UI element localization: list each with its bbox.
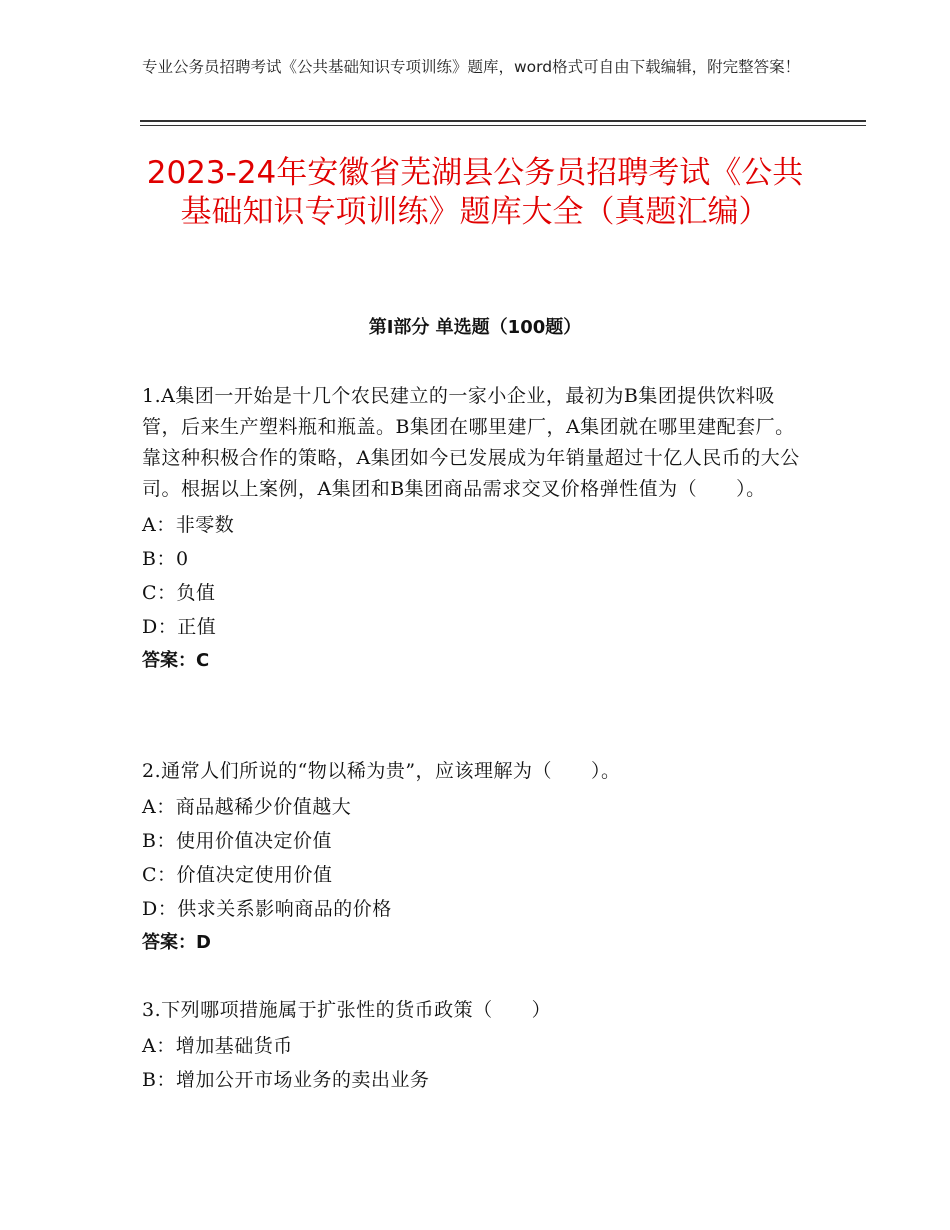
- option-a: A：商品越稀少价值越大: [142, 796, 352, 818]
- question-stem: 3.下列哪项措施属于扩张性的货币政策（ ）: [142, 999, 552, 1021]
- option-a: A：增加基础货币: [142, 1035, 293, 1057]
- header-rule-thick: [140, 120, 866, 122]
- option-c: C：负值: [142, 582, 216, 604]
- answer: 答案：D: [142, 932, 211, 953]
- question-2: [142, 756, 810, 960]
- option-c: C：价值决定使用价值: [142, 864, 333, 886]
- section-title: 第Ⅰ部分 单选题（100题）: [368, 317, 582, 338]
- question-1: [142, 381, 810, 678]
- answer: 答案：C: [142, 650, 210, 671]
- option-b: B：0: [142, 548, 189, 570]
- header-rule-thin: [140, 125, 866, 126]
- option-b: B：增加公开市场业务的卖出业务: [142, 1069, 430, 1091]
- question-3: [142, 995, 810, 1097]
- question-stem: 1.A集团一开始是十几个农民建立的一家小企业，最初为B集团提供饮料吸管，后来生产塑料瓶和瓶盖。B集团在哪里建厂，A集团就在哪里建配套厂。靠这种积极合作的策略，A集团如今已发展成为年销量超过十亿人民币的大公司。根据以上案例，A集团和B集团商品需求交叉价格弹性值为（ ）。: [142, 385, 800, 500]
- header-note: 专业公务员招聘考试《公共基础知识专项训练》题库，word格式可自由下载编辑，附完整答案！: [142, 58, 801, 76]
- question-stem: 2.通常人们所说的“物以稀为贵”，应该理解为（ ）。: [142, 760, 621, 782]
- option-a: A：非零数: [142, 514, 235, 536]
- document-title: 2023-24年安徽省芜湖县公务员招聘考试《公共基础知识专项训练》题库大全（真题汇编）: [146, 155, 804, 230]
- option-d: D：正值: [142, 616, 217, 638]
- option-d: D：供求关系影响商品的价格: [142, 898, 392, 920]
- option-b: B：使用价值决定价值: [142, 830, 332, 852]
